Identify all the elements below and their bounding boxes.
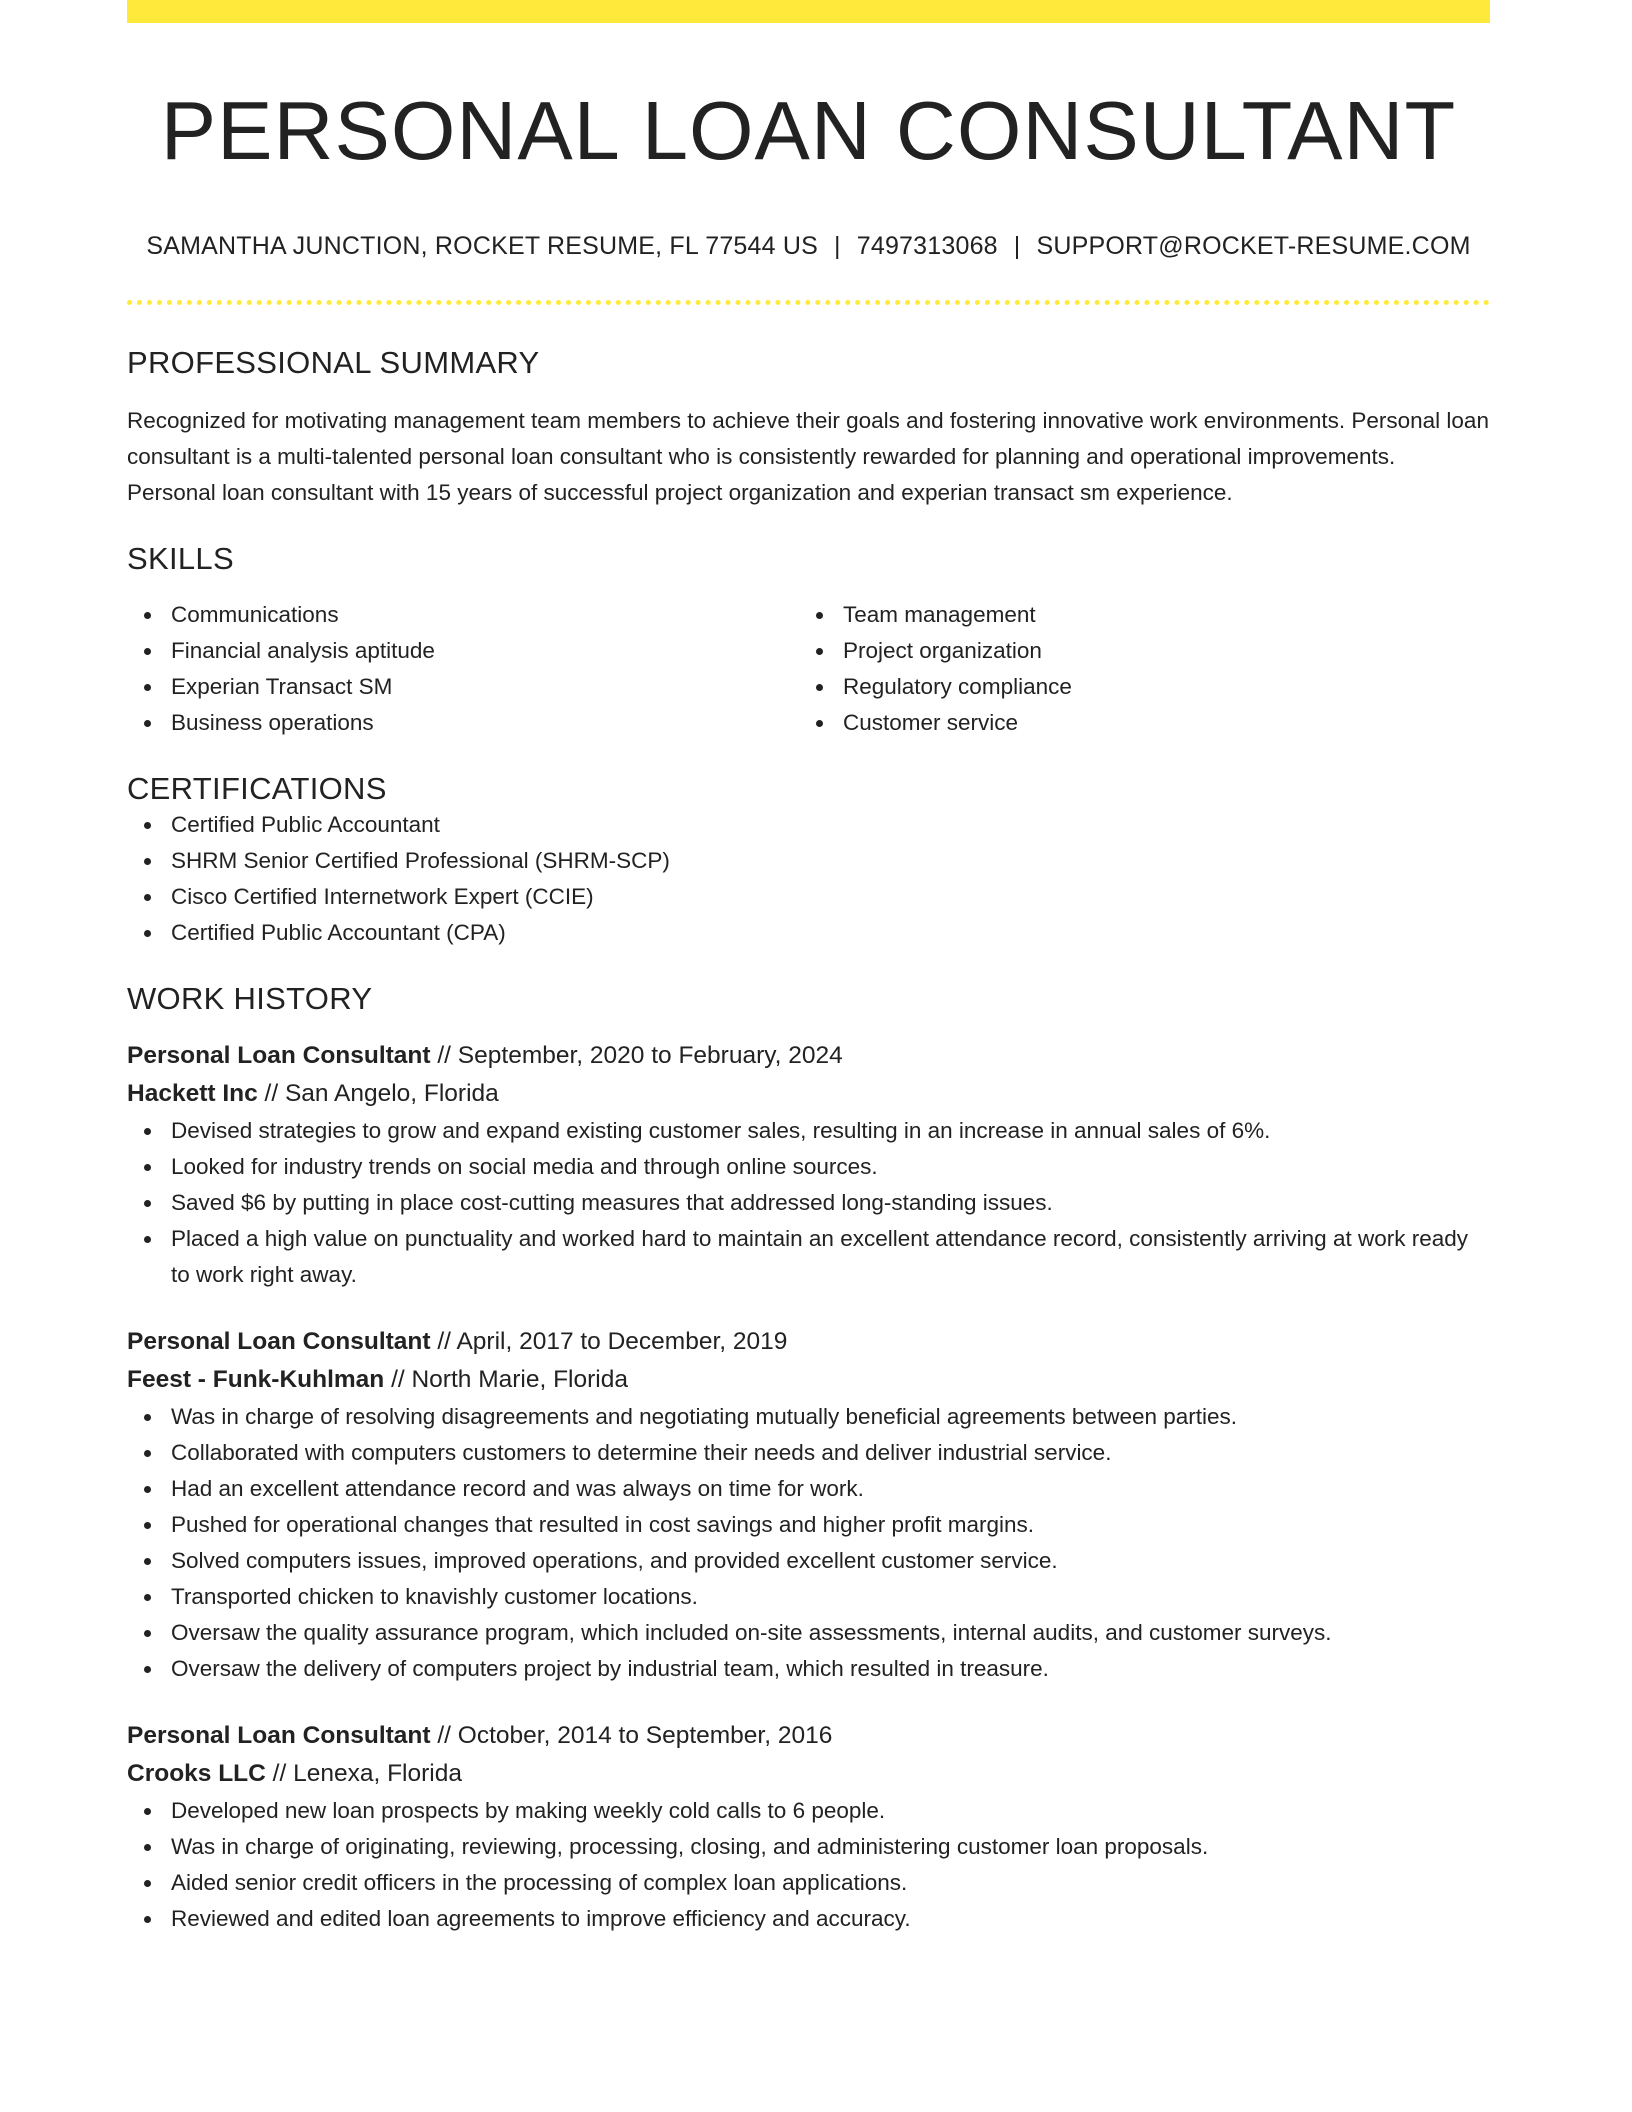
- skill-item: Experian Transact SM: [127, 669, 799, 705]
- job-bullet: Devised strategies to grow and expand existing customer sales, resulting in an increase in annual sales of 6%.: [127, 1113, 1490, 1149]
- job-bullet: Placed a high value on punctuality and worked hard to maintain an excellent attendance record, consistently arriving at work ready to work right away.: [127, 1221, 1490, 1293]
- job-bullet: Was in charge of originating, reviewing, processing, closing, and administering customer loan proposals.: [127, 1829, 1490, 1865]
- skill-item: Business operations: [127, 705, 799, 741]
- job-dates: // September, 2020 to February, 2024: [430, 1042, 843, 1070]
- contact-separator: |: [1013, 232, 1021, 261]
- job-bullet: Aided senior credit officers in the processing of complex loan applications.: [127, 1865, 1490, 1901]
- job-bullet: Transported chicken to knavishly customer locations.: [127, 1579, 1490, 1615]
- skill-item: Customer service: [799, 705, 1471, 741]
- job-bullet-list: [127, 1399, 1490, 1687]
- summary-heading: PROFESSIONAL SUMMARY: [127, 345, 540, 381]
- job-company: Hackett Inc: [127, 1080, 258, 1108]
- certification-item: Certified Public Accountant (CPA): [127, 915, 1490, 951]
- certification-item: SHRM Senior Certified Professional (SHRM-SCP): [127, 843, 1490, 879]
- skill-item: Project organization: [799, 633, 1471, 669]
- resume-page: [127, 0, 1490, 1937]
- certifications-list: [127, 807, 1490, 951]
- job-bullet: Saved $6 by putting in place cost-cutting measures that addressed long-standing issues.: [127, 1185, 1490, 1221]
- job-company-line: [127, 1755, 1490, 1793]
- job-bullet-list: [127, 1793, 1490, 1937]
- job-bullet: Looked for industry trends on social media and through online sources.: [127, 1149, 1490, 1185]
- certification-item: Certified Public Accountant: [127, 807, 1490, 843]
- contact-line: [127, 232, 1490, 261]
- job-role: Personal Loan Consultant: [127, 1722, 431, 1750]
- job-bullet: Oversaw the delivery of computers project by industrial team, which resulted in treasure.: [127, 1651, 1490, 1687]
- contact-address: SAMANTHA JUNCTION, ROCKET RESUME, FL 77544 US: [146, 232, 819, 261]
- contact-email: SUPPORT@ROCKET-RESUME.COM: [1036, 232, 1471, 261]
- work-history-heading: WORK HISTORY: [127, 981, 373, 1017]
- job-company: Crooks LLC: [127, 1760, 266, 1788]
- job-location: // North Marie, Florida: [384, 1366, 628, 1394]
- job-bullet: Reviewed and edited loan agreements to improve efficiency and accuracy.: [127, 1901, 1490, 1937]
- job-bullet: Collaborated with computers customers to determine their needs and deliver industrial service.: [127, 1435, 1490, 1471]
- dotted-divider: [127, 300, 1490, 305]
- job-title-line: [127, 1323, 1490, 1361]
- top-accent-bar: [127, 0, 1490, 23]
- job-bullet: Solved computers issues, improved operations, and provided excellent customer service.: [127, 1543, 1490, 1579]
- job-entry: [127, 1037, 1490, 1293]
- job-bullet: Was in charge of resolving disagreements and negotiating mutually beneficial agreements between parties.: [127, 1399, 1490, 1435]
- job-role: Personal Loan Consultant: [127, 1042, 431, 1070]
- job-dates: // April, 2017 to December, 2019: [430, 1328, 788, 1356]
- job-bullet: Had an excellent attendance record and was always on time for work.: [127, 1471, 1490, 1507]
- skills-column-right: [799, 597, 1471, 741]
- skills-grid: [127, 597, 1490, 741]
- job-role: Personal Loan Consultant: [127, 1328, 431, 1356]
- job-bullet-list: [127, 1113, 1490, 1293]
- job-company: Feest - Funk-Kuhlman: [127, 1366, 385, 1394]
- contact-separator: |: [834, 232, 841, 261]
- skill-item: Team management: [799, 597, 1471, 633]
- job-location: // Lenexa, Florida: [265, 1760, 462, 1788]
- job-entry: [127, 1323, 1490, 1687]
- skill-item: Financial analysis aptitude: [127, 633, 799, 669]
- job-bullet: Developed new loan prospects by making weekly cold calls to 6 people.: [127, 1793, 1490, 1829]
- job-bullet: Pushed for operational changes that resulted in cost savings and higher profit margins.: [127, 1507, 1490, 1543]
- job-entry: [127, 1717, 1490, 1937]
- job-location: // San Angelo, Florida: [257, 1080, 499, 1108]
- skill-item: Communications: [127, 597, 799, 633]
- job-bullet: Oversaw the quality assurance program, which included on-site assessments, internal audits, and customer surveys.: [127, 1615, 1490, 1651]
- resume-title: PERSONAL LOAN CONSULTANT: [160, 84, 1457, 177]
- certifications-heading: CERTIFICATIONS: [127, 771, 387, 807]
- skills-column-left: [127, 597, 799, 741]
- job-title-line: [127, 1037, 1490, 1075]
- summary-text: Recognized for motivating management team members to achieve their goals and fostering innovative work environments. Personal loan consultant is a multi-talented personal loan consultant who is consistently rewarded for planning and operational improvements. Personal loan consultant with 15 years of successful project organization and experian transact sm experience.: [127, 408, 1489, 506]
- job-title-line: [127, 1717, 1490, 1755]
- certification-item: Cisco Certified Internetwork Expert (CCIE): [127, 879, 1490, 915]
- skill-item: Regulatory compliance: [799, 669, 1471, 705]
- job-dates: // October, 2014 to September, 2016: [430, 1722, 833, 1750]
- contact-phone: 7497313068: [856, 232, 998, 261]
- skills-heading: SKILLS: [127, 541, 234, 577]
- job-company-line: [127, 1361, 1490, 1399]
- job-company-line: [127, 1075, 1490, 1113]
